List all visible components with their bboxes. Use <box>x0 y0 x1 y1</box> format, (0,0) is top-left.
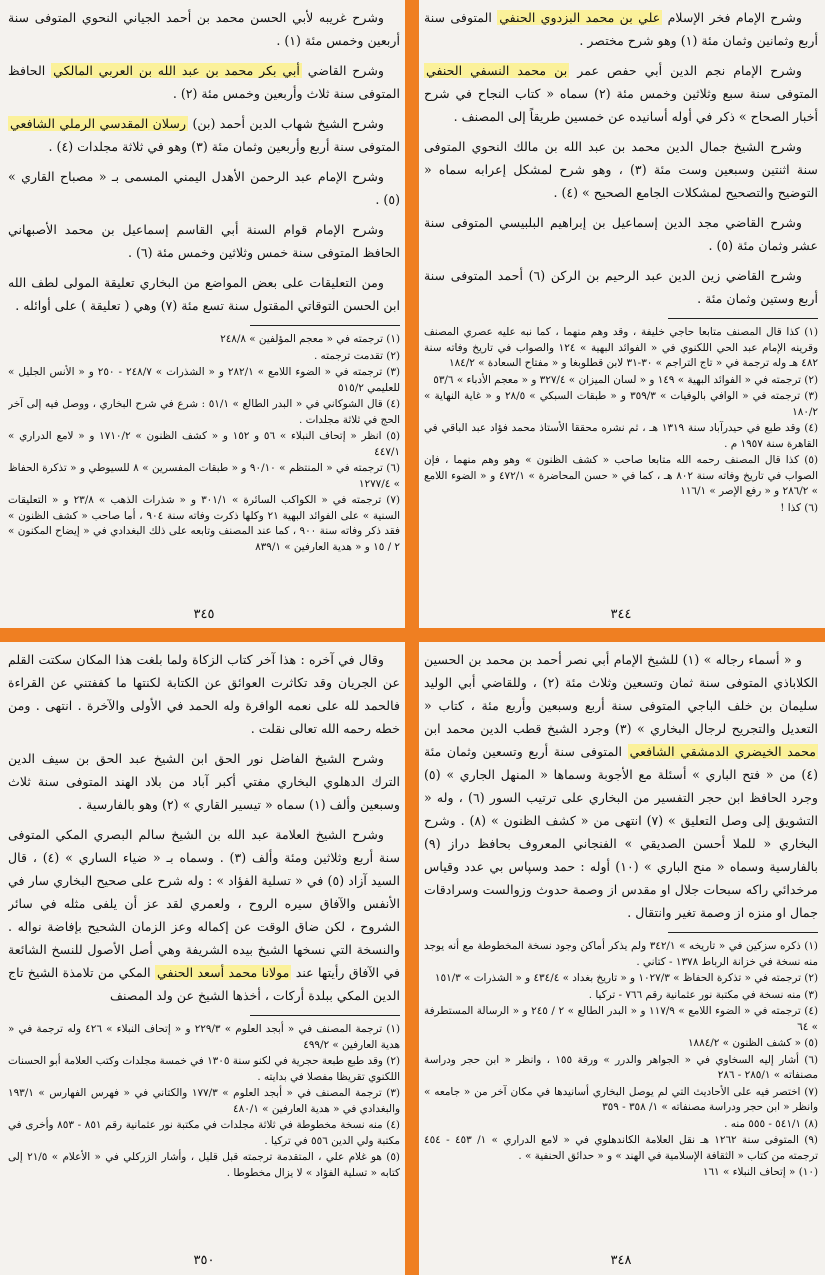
paragraph: وشرح الشيخ جمال الدين محمد بن عبد الله بن مالك النحوي المتوفى سنة اثنتين وسبعين وست مئة (٣) ، وهو شرح لمشكل إعرابه سماه « التوضيح والتصحيح لمشكلات الجامع الصحيح » (٤) . <box>424 139 818 200</box>
paragraph: وشرح الإمام نجم الدين أبي حفص عمر بن محمد النسفي الحنفي المتوفى سنة سبع وثلاثين وخمس مئة (٢) سماه « كتاب النجاح في شرح أخبار الصحاح » ذكر في أوله أسانيده عن خمسين طريقاً إلى المصنف . <box>424 63 818 124</box>
footnote-rule <box>250 1015 400 1016</box>
paragraph: وشرح الشيخ العلامة عبد الله بن الشيخ سالم البصري المكي المتوفى سنة أربع وثلاثين ومئة وألف (٣) . وسماه بـ « ضياء الساري » (٤) ، قال السيد آزاد (٥) في « تسلية الفؤاد » : وله شرح على صحيح البخاري سار في الأنفس والآفاق سيره الروح ، ولعمري لقد عز أن يلفى مثله في سائر الشروح ، لكن ضاق الوقت عن إكماله وعز الزمان الشحيح بإفاضة نواله . والنسخة التي نسخها الشيخ بيده الشريفة وهي أصل الأصول للنسخ الشائعة في الآفاق رأيتها عند مولانا محمد أسعد الحنفي المكي من تلامذة الشيخ تاج الدين المكي ببلدة أركات ، أخذها الشيخ عن ولد المصنف <box>8 827 400 1003</box>
paragraph: و « أسماء رجاله » (١) للشيخ الإمام أبي نصر أحمد بن محمد بن الحسين الكلاباذي المتوفى سنة ثمان وتسعين وثلاث مئة (٢) ، وللقاضي أبي الوليد سليمان بن خلف الباجي المتوفى سنة أربع وسبعين وأربع مئة ، كتاب « التعديل والتجريح لرجال البخاري » (٣) وجرد الشيخ قطب الدين محمد ابن محمد الخيضري الدمشقي الشافعي المتوفى سنة أربع وتسعين وثمان مئة (٤) من « فتح الباري » أسئلة مع الأجوبة وسماها « المنهل الجاري » (٥) وجرد الحافظ ابن حجر التفسير من البخاري على ترتيب السور (٦) ، وله « التشويق إلى وصل التعليق » (٧) انتهى من « كشف الظنون » (٨) . وشرح البخاري « للملا أحسن الصديقي » الفنجاني المعروف بحافظ دراز (٩) بالفارسية وسماه « منح الباري » (١٠) أوله : حمد وسپاس بي عدد وقياس مرخدائي راكه سبحات جلال او مقدس از وصمة حدوث وزوالست وسرادقات جمال او منزه از وصمة تغير وانتقال . <box>424 652 818 920</box>
page-350 <box>8 648 400 1270</box>
highlighted-name: محمد الخيضري الدمشقي الشافعي <box>629 744 816 759</box>
footnote: (١) كذا قال المصنف متابعا حاجي خليفة ، وقد وهم منهما ، كما نبه عليه عصري المصنف وقرينه الإمام عبد الحي اللكنوي في « الفوائد البهية » ١٢٤ والصواب في تاريخ وفاته سنة ٤٨٢ هـ وله ترجمة في « تاج التراجم » ٣٠-٣١ لابن قطلوبغا و « مفتاح السعادة » ١٨٤/٢ <box>424 326 818 369</box>
page-number: ٣٤٨ <box>610 1253 632 1268</box>
paragraph: وشرح الشيخ الفاضل نور الحق ابن الشيخ عبد الحق بن سيف الدين الترك الدهلوي البخاري مفتي أكبر آباد من بلاد الهند المتوفى سنة ثلاث وسبعين وألف (١) سماه « تيسير القاري » (٢) وهو بالفارسية . <box>8 751 400 812</box>
footnote: (٩) المتوفى سنة ١٢٦٢ هـ نقل العلامة الكاندهلوي في « لامع الدراري » ١/ ٤٥٣ - ٤٥٤ ترجمته من كتاب « الثقافة الإسلامية في الهند » و « حدائق الحنفية » . <box>424 1134 818 1162</box>
footnote: (٦) أشار إليه السخاوي في « الجواهر والدرر » ورقة ١٥٥ ، وانظر « ابن حجر ودراسة مصنفاته » ٢٨٥/١ - ٢٨٦ <box>424 1053 818 1081</box>
page-number: ٣٥٠ <box>193 1253 215 1268</box>
footnote: (٥) انظر « إتحاف النبلاء » ٥٦ و ١٥٢ و « كشف الظنون » ١٧١٠/٢ و « لامع الدراري » ٤٤٧/١ <box>8 430 400 458</box>
footnote: (٢) وقد طبع طبعة حجرية في لكنو سنة ١٣٠٥ في خمسة مجلدات وكتب العلامة أبو الحسنات اللكنوي تقريظا مفصلا في بدايته . <box>8 1055 400 1083</box>
footnote: (٧) ترجمته في « الكواكب السائرة » ٣٠١/١ و « شذرات الذهب » ٢٣/٨ و « التعليقات السنية » على الفوائد البهية ٢١ وكلها ذكرت وفاته سنة ٩٠٤ ، أما صاحب « كشف الظنون » فقد ذكر وفاته سنة ٩٠٠ ، كما عند المصنف وتابعه على ذلك البغدادي في « إيضاح المكنون » ٢ / ١٥ و « هدية العارفين » ٨٣٩/١ <box>8 494 400 553</box>
paragraph: وقال في آخره : هذا آخر كتاب الزكاة ولما بلغت هذا المكان سكتت القلم عن الجريان وقد تكاثرت العوائق عن الكتابة لكنتها ما كففتني عن القراءة فالحمد لله على نعمه الوافرة وله الحمد في الأولى والآخرة . انتهى . ومن خطه رحمه الله تعالى نقلت . <box>8 652 400 736</box>
footnote: (١) ترجمة المصنف في « أبجد العلوم » ٢٢٩/٣ و « إتحاف النبلاء » ٤٢٦ وله ترجمة في « هدية العارفين » ٤٩٩/٢ <box>8 1023 400 1051</box>
footnote: (٢) ترجمته في « تذكرة الحفاظ » ١٠٢٧/٣ و « تاريخ بغداد » ٤٣٤/٤ و « الشذرات » ١٥١/٣ <box>434 972 818 984</box>
footnote: (٣) منه نسخة في مكتبة نور عثمانية رقم ٧٦٦ - تركيا . <box>588 988 818 1001</box>
page-348 <box>424 648 818 1270</box>
paragraph: وشرح الإمام عبد الرحمن الأهدل اليمني المسمى بـ « مصباح القاري » (٥) . <box>8 169 400 207</box>
footnote: (١) ذكره سزكين في « تاريخه » ٣٤٢/١ ولم يذكر أماكن وجود نسخة المخطوطة مع أنه يوجد منه نسخة في خزانة الرباط ١٣٧٨ - كتاني . <box>424 940 818 968</box>
footnote-rule <box>668 932 818 933</box>
footnote: (٢) تقدمت ترجمته . <box>313 349 400 362</box>
paragraph: وشرح الشيخ شهاب الدين أحمد (بن) رسلان المقدسي الرملي الشافعي المتوفى سنة أربع وأربعين وثمان مئة (٣) وهو في ثلاثة مجلدات (٤) . <box>10 116 400 154</box>
footnote: (١٠) « إتحاف النبلاء » ١٦١ <box>702 1166 818 1178</box>
paragraph: وشرح الإمام فخر الإسلام علي بن محمد البزدوي الحنفي المتوفى سنة أربع وثمانين وثمان مئة (١) وهو شرح مختصر . <box>424 10 818 48</box>
footnote-rule <box>250 325 400 326</box>
paragraph: وشرح القاضي أبي بكر محمد بن عبد الله بن العربي المالكي الحافظ المتوفى سنة ثلاث وأربعين وخمس مئة (٢) . <box>8 63 400 101</box>
footnote: (٤) قال الشوكاني في « البدر الطالع » ٥١/١ : شرع في شرح البخاري ، ووصل فيه إلى آخر الحج في ثلاثة مجلدات . <box>8 398 400 426</box>
horizontal-divider <box>0 628 825 642</box>
paragraph: وشرح غريبه لأبي الحسن محمد بن أحمد الجياني النحوي المتوفى سنة أربعين وخمس مئة (١) . <box>8 10 400 48</box>
page-number: ٣٤٤ <box>610 607 632 622</box>
highlighted-name: علي بن محمد البزدوي الحنفي <box>499 10 661 25</box>
page-344 <box>424 6 818 624</box>
highlighted-name: بن محمد النسفي الحنفي <box>426 63 568 78</box>
footnote: (٥) كذا قال المصنف رحمه الله متابعا صاحب « كشف الظنون » وهو وهم منهما ، فإن الصواب في تاريخ وفاته سنة ٨٠٢ هـ ، كما في « حسن المحاضرة » ٤٧٢/١ و « الضوء اللامع » ٢٨٦/٢ و « رفع الإصر » ١١٦/١ <box>424 454 818 497</box>
footnote: (٦) كذا ! <box>780 501 818 514</box>
highlighted-name: رسلان المقدسي الرملي الشافعي <box>10 116 187 131</box>
footnote: (٦) ترجمته في « المنتظم » ٩٠/١٠ و « طبقات المفسرين » ٨ للسيوطي و « تذكرة الحفاظ » ١٢٧٧/٤ <box>8 462 400 490</box>
footnote: (٢) ترجمته في « الفوائد البهية » ١٤٩ و « لسان الميزان » ٣٢٧/٤ و « معجم الأدباء » ٥٣/٦ <box>433 373 818 386</box>
footnote: (٧) اختصر فيه على الأحاديث التي لم يوصل البخاري أسانيدها في مكان آخر من « جامعه » وانظر « ابن حجر ودراسة مصنفاته » ١/ ٣٥٨ - ٣٥٩ <box>424 1085 818 1113</box>
footnote: (٤) منه نسخة مخطوطة في ثلاثة مجلدات في مكتبة نور عثمانية رقم ٨٥١ - ٨٥٣ وأخرى في مكتبة ولي الدين ٥٥٦ في تركيا . <box>8 1119 400 1147</box>
page-345 <box>8 6 400 624</box>
paragraph: وشرح القاضي مجد الدين إسماعيل بن إبراهيم البلبيسي المتوفى سنة عشر وثمان مئة (٥) . <box>424 215 818 253</box>
page-number: ٣٤٥ <box>193 607 215 622</box>
footnote: (٣) ترجمته في « الضوء اللامع » ٢٨٢/١ و « الشذرات » ٢٤٨/٧ - ٢٥٠ و « الأنس الجليل » للعليمي ٥١٥/٢ <box>8 366 400 394</box>
paragraph: ومن التعليقات على بعض المواضع من البخاري تعليقة المولى لطف الله ابن الحسن التوقاتي المقتول سنة تسع مئة (٧) وهي ( تعليقة ) على أوائله . <box>8 275 400 313</box>
footnote-rule <box>668 318 818 319</box>
paragraph: وشرح القاضي زين الدين عبد الرحيم بن الركن (٦) أحمد المتوفى سنة أربع وستين وثمان مئة . <box>424 268 818 306</box>
footnote: (٥) هو غلام علي ، المتقدمة ترجمته قبل قليل ، وأشار الزركلي في « الأعلام » ٢١/٥ إلى كتابه « تسلية الفؤاد » لا يزال مخطوطا . <box>8 1151 400 1179</box>
footnote: (١) ترجمته في « معجم المؤلفين » ٢٤٨/٨ <box>220 333 400 345</box>
footnote: (٨) ٥٤١/١ - ٥٥٥ منه . <box>724 1117 818 1130</box>
footnote: (٣) ترجمة المصنف في « أبجد العلوم » ١٧٧/٣ والكتاني في « فهرس الفهارس » ١٩٣/١ والبغدادي في « هدية العارفين » ٤٨٠/١ <box>8 1087 400 1115</box>
paragraph: وشرح الإمام قوام السنة أبي القاسم إسماعيل بن محمد الأصبهاني الحافظ المتوفى سنة خمس وثلاثين وخمس مئة (٦) . <box>8 222 400 260</box>
footnote: (٣) ترجمته في « الوافي بالوفيات » ٣٥٩/٣ و « طبقات السبكي » ٢٨/٥ و « غاية النهاية » ١٨٠/٢ <box>424 390 818 418</box>
footnote: (٥) « كشف الظنون » ١٨٨٤/٢ <box>687 1037 818 1049</box>
highlighted-name: أبي بكر محمد بن عبد الله بن العربي المالكي <box>53 63 300 78</box>
footnote: (٤) وقد طبع في حيدرآباد سنة ١٣١٩ هـ ، ثم نشره محققا الأستاذ محمد فؤاد عبد الباقي في القاهرة سنة ١٩٥٧ م . <box>424 422 818 450</box>
highlighted-name: مولانا محمد أسعد الحنفي <box>156 965 290 980</box>
footnote: (٤) ترجمته في « الضوء اللامع » ١١٧/٩ و « البدر الطالع » ٢ / ٢٤٥ و « الرسالة المستطرفة » ٦٤ <box>424 1005 818 1033</box>
